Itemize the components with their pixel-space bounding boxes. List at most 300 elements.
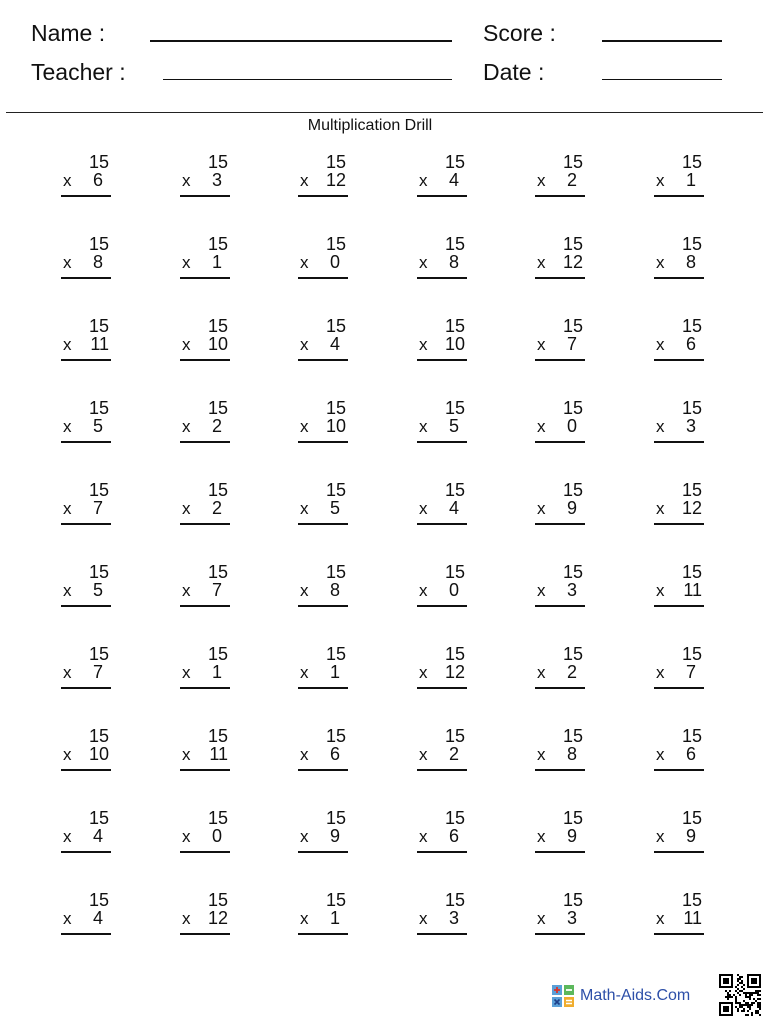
answer-line <box>535 359 585 361</box>
answer-line <box>654 933 704 935</box>
answer-line <box>654 769 704 771</box>
problem-item <box>656 152 702 198</box>
times-sign: x <box>419 171 428 190</box>
multiplier: 3 <box>448 908 459 928</box>
multiplicand: 15 <box>88 480 109 500</box>
multiplier: 7 <box>92 498 103 518</box>
multiplicand: 15 <box>562 808 583 828</box>
answer-line <box>61 359 111 361</box>
multiplier: 5 <box>448 416 459 436</box>
times-sign: x <box>182 417 191 436</box>
answer-line <box>180 933 230 935</box>
problem-item <box>419 890 465 936</box>
multiplier: 0 <box>448 580 459 600</box>
multiplier: 12 <box>444 662 465 682</box>
problem-item <box>63 644 109 690</box>
times-sign: x <box>300 909 309 928</box>
multiplier: 2 <box>211 416 222 436</box>
multiplier: 1 <box>211 662 222 682</box>
multiplier: 4 <box>92 908 103 928</box>
multiplier: 10 <box>207 334 228 354</box>
times-sign: x <box>182 745 191 764</box>
multiplier: 2 <box>566 170 577 190</box>
times-sign: x <box>656 663 665 682</box>
multiplicand: 15 <box>325 726 346 746</box>
times-sign: x <box>63 253 72 272</box>
multiplicand: 15 <box>444 808 465 828</box>
problem-item <box>63 726 109 772</box>
answer-line <box>417 605 467 607</box>
times-sign: x <box>419 335 428 354</box>
multiplicand: 15 <box>207 398 228 418</box>
problem-item <box>63 890 109 936</box>
answer-line <box>535 605 585 607</box>
multiplier: 11 <box>209 744 228 764</box>
multiplier: 8 <box>329 580 340 600</box>
times-sign: x <box>656 499 665 518</box>
multiplier: 10 <box>444 334 465 354</box>
score-line <box>602 40 722 42</box>
multiplier: 5 <box>92 416 103 436</box>
multiplicand: 15 <box>681 234 702 254</box>
problem-item <box>182 890 228 936</box>
multiplicand: 15 <box>88 890 109 910</box>
answer-line <box>61 687 111 689</box>
multiplier: 12 <box>681 498 702 518</box>
multiplicand: 15 <box>681 152 702 172</box>
teacher-line <box>163 79 452 80</box>
times-sign: x <box>656 335 665 354</box>
answer-line <box>535 441 585 443</box>
multiplier: 6 <box>448 826 459 846</box>
times-sign: x <box>182 335 191 354</box>
answer-line <box>298 933 348 935</box>
answer-line <box>298 359 348 361</box>
multiplier: 3 <box>566 908 577 928</box>
multiplier: 12 <box>325 170 346 190</box>
multiplicand: 15 <box>562 890 583 910</box>
multiplicand: 15 <box>681 808 702 828</box>
problem-item <box>300 644 346 690</box>
multiplicand: 15 <box>681 726 702 746</box>
times-sign: x <box>419 909 428 928</box>
multiplicand: 15 <box>562 726 583 746</box>
answer-line <box>180 687 230 689</box>
answer-line <box>180 277 230 279</box>
multiplicand: 15 <box>444 480 465 500</box>
answer-line <box>654 523 704 525</box>
answer-line <box>61 605 111 607</box>
header-divider <box>6 112 763 113</box>
times-sign: x <box>537 581 546 600</box>
multiplier: 3 <box>566 580 577 600</box>
problem-item <box>182 480 228 526</box>
times-sign: x <box>182 581 191 600</box>
multiplicand: 15 <box>562 316 583 336</box>
problem-item <box>300 562 346 608</box>
times-sign: x <box>419 499 428 518</box>
times-sign: x <box>182 827 191 846</box>
problem-item <box>182 562 228 608</box>
multiplier: 1 <box>329 662 340 682</box>
problem-item <box>182 644 228 690</box>
problem-item <box>63 808 109 854</box>
answer-line <box>61 441 111 443</box>
times-sign: x <box>63 335 72 354</box>
problem-item <box>300 398 346 444</box>
times-sign: x <box>537 499 546 518</box>
answer-line <box>298 769 348 771</box>
multiplier: 12 <box>562 252 583 272</box>
times-sign: x <box>63 827 72 846</box>
times-sign: x <box>300 827 309 846</box>
multiplier: 8 <box>566 744 577 764</box>
multiplicand: 15 <box>88 726 109 746</box>
multiplier: 6 <box>329 744 340 764</box>
multiplier: 1 <box>329 908 340 928</box>
problem-item <box>656 234 702 280</box>
multiplier: 4 <box>329 334 340 354</box>
multiplier: 3 <box>211 170 222 190</box>
answer-line <box>654 687 704 689</box>
multiplicand: 15 <box>207 644 228 664</box>
problem-item <box>182 152 228 198</box>
multiplicand: 15 <box>88 234 109 254</box>
multiplier: 8 <box>448 252 459 272</box>
problem-item <box>656 316 702 362</box>
multiplier: 6 <box>92 170 103 190</box>
answer-line <box>417 277 467 279</box>
problem-item <box>63 480 109 526</box>
times-sign: x <box>656 171 665 190</box>
multiplicand: 15 <box>207 234 228 254</box>
problem-item <box>63 562 109 608</box>
times-sign: x <box>419 581 428 600</box>
multiplicand: 15 <box>444 152 465 172</box>
answer-line <box>298 687 348 689</box>
problem-item <box>182 234 228 280</box>
times-sign: x <box>656 745 665 764</box>
answer-line <box>61 523 111 525</box>
problem-item <box>656 726 702 772</box>
multiplicand: 15 <box>562 398 583 418</box>
multiplier: 0 <box>566 416 577 436</box>
times-sign: x <box>63 499 72 518</box>
footer-brand <box>552 984 690 1008</box>
times-sign: x <box>63 581 72 600</box>
multiplicand: 15 <box>207 562 228 582</box>
multiplicand: 15 <box>207 316 228 336</box>
problem-item <box>537 152 583 198</box>
problem-item <box>537 234 583 280</box>
problem-item <box>300 316 346 362</box>
multiplier: 5 <box>92 580 103 600</box>
times-sign: x <box>300 499 309 518</box>
multiplier: 10 <box>88 744 109 764</box>
multiplicand: 15 <box>562 562 583 582</box>
times-sign: x <box>300 171 309 190</box>
multiplicand: 15 <box>325 808 346 828</box>
answer-line <box>417 195 467 197</box>
answer-line <box>535 851 585 853</box>
answer-line <box>298 441 348 443</box>
answer-line <box>417 523 467 525</box>
times-sign: x <box>182 663 191 682</box>
multiplicand: 15 <box>207 808 228 828</box>
score-label: Score : <box>483 20 556 46</box>
multiplicand: 15 <box>207 152 228 172</box>
problem-item <box>656 398 702 444</box>
multiplicand: 15 <box>681 644 702 664</box>
answer-line <box>654 277 704 279</box>
multiplicand: 15 <box>444 562 465 582</box>
answer-line <box>298 605 348 607</box>
multiplicand: 15 <box>681 398 702 418</box>
multiplier: 9 <box>566 498 577 518</box>
multiplicand: 15 <box>562 644 583 664</box>
multiplicand: 15 <box>444 316 465 336</box>
multiplicand: 15 <box>325 398 346 418</box>
problem-item <box>656 890 702 936</box>
answer-line <box>535 769 585 771</box>
problem-item <box>300 726 346 772</box>
times-sign: x <box>656 581 665 600</box>
times-sign: x <box>537 745 546 764</box>
problem-item <box>537 316 583 362</box>
multiplicand: 15 <box>207 726 228 746</box>
multiplicand: 15 <box>325 562 346 582</box>
answer-line <box>180 851 230 853</box>
date-line <box>602 79 722 80</box>
times-sign: x <box>182 171 191 190</box>
answer-line <box>180 769 230 771</box>
answer-line <box>61 933 111 935</box>
times-sign: x <box>537 171 546 190</box>
problem-item <box>419 480 465 526</box>
multiplicand: 15 <box>444 234 465 254</box>
problem-item <box>537 644 583 690</box>
answer-line <box>298 523 348 525</box>
times-sign: x <box>182 499 191 518</box>
multiplicand: 15 <box>88 316 109 336</box>
multiplicand: 15 <box>444 644 465 664</box>
times-sign: x <box>656 417 665 436</box>
times-sign: x <box>300 253 309 272</box>
problem-item <box>182 398 228 444</box>
multiplicand: 15 <box>681 890 702 910</box>
times-sign: x <box>300 663 309 682</box>
multiplicand: 15 <box>444 890 465 910</box>
name-line <box>150 40 452 42</box>
problem-item <box>182 808 228 854</box>
answer-line <box>298 277 348 279</box>
multiplier: 11 <box>90 334 109 354</box>
multiplicand: 15 <box>444 726 465 746</box>
problem-item <box>419 234 465 280</box>
times-sign: x <box>419 745 428 764</box>
multiplier: 9 <box>685 826 696 846</box>
multiplicand: 15 <box>325 890 346 910</box>
times-sign: x <box>300 581 309 600</box>
answer-line <box>535 523 585 525</box>
multiplicand: 15 <box>325 152 346 172</box>
problem-item <box>419 808 465 854</box>
problem-item <box>300 480 346 526</box>
multiplier: 1 <box>685 170 696 190</box>
answer-line <box>654 851 704 853</box>
multiplier: 9 <box>329 826 340 846</box>
problem-item <box>182 316 228 362</box>
answer-line <box>298 195 348 197</box>
multiplier: 4 <box>92 826 103 846</box>
answer-line <box>535 687 585 689</box>
problem-item <box>419 316 465 362</box>
answer-line <box>61 195 111 197</box>
problem-item <box>419 644 465 690</box>
problem-item <box>63 234 109 280</box>
answer-line <box>654 605 704 607</box>
multiplicand: 15 <box>88 562 109 582</box>
problem-item <box>300 890 346 936</box>
answer-line <box>61 769 111 771</box>
times-sign: x <box>537 909 546 928</box>
problem-item <box>656 808 702 854</box>
calculator-icon <box>552 985 574 1007</box>
multiplier: 6 <box>685 744 696 764</box>
times-sign: x <box>537 417 546 436</box>
times-sign: x <box>300 335 309 354</box>
problem-item <box>537 480 583 526</box>
times-sign: x <box>537 253 546 272</box>
qr-code-icon <box>719 974 761 1016</box>
multiplicand: 15 <box>562 480 583 500</box>
times-sign: x <box>419 417 428 436</box>
problem-item <box>419 726 465 772</box>
multiplier: 8 <box>92 252 103 272</box>
multiplier: 2 <box>211 498 222 518</box>
name-label: Name : <box>31 20 106 46</box>
times-sign: x <box>656 909 665 928</box>
times-sign: x <box>63 909 72 928</box>
multiplier: 11 <box>683 908 702 928</box>
multiplicand: 15 <box>88 644 109 664</box>
teacher-label: Teacher : <box>31 59 126 85</box>
multiplier: 0 <box>329 252 340 272</box>
problem-item <box>537 890 583 936</box>
problem-item <box>63 152 109 198</box>
times-sign: x <box>63 745 72 764</box>
multiplier: 7 <box>685 662 696 682</box>
multiplier: 2 <box>566 662 577 682</box>
problem-item <box>419 152 465 198</box>
multiplicand: 15 <box>207 890 228 910</box>
multiplier: 6 <box>685 334 696 354</box>
multiplicand: 15 <box>325 480 346 500</box>
answer-line <box>61 851 111 853</box>
problem-item <box>537 398 583 444</box>
answer-line <box>180 359 230 361</box>
times-sign: x <box>419 827 428 846</box>
answer-line <box>180 523 230 525</box>
problem-item <box>537 726 583 772</box>
multiplicand: 15 <box>207 480 228 500</box>
answer-line <box>535 195 585 197</box>
answer-line <box>417 851 467 853</box>
times-sign: x <box>63 663 72 682</box>
answer-line <box>654 441 704 443</box>
brand-link[interactable]: Math-Aids.Com <box>580 987 691 1004</box>
multiplier: 12 <box>207 908 228 928</box>
answer-line <box>61 277 111 279</box>
multiplicand: 15 <box>88 398 109 418</box>
problem-item <box>656 480 702 526</box>
multiplicand: 15 <box>444 398 465 418</box>
times-sign: x <box>537 663 546 682</box>
problem-item <box>537 808 583 854</box>
times-sign: x <box>419 663 428 682</box>
multiplier: 1 <box>211 252 222 272</box>
multiplicand: 15 <box>681 316 702 336</box>
multiplier: 0 <box>211 826 222 846</box>
multiplicand: 15 <box>325 316 346 336</box>
multiplier: 4 <box>448 170 459 190</box>
answer-line <box>654 359 704 361</box>
multiplier: 11 <box>683 580 702 600</box>
multiplier: 9 <box>566 826 577 846</box>
problem-item <box>419 562 465 608</box>
multiplier: 7 <box>211 580 222 600</box>
answer-line <box>654 195 704 197</box>
problem-item <box>656 644 702 690</box>
problem-item <box>656 562 702 608</box>
answer-line <box>535 933 585 935</box>
date-label: Date : <box>483 59 545 85</box>
multiplier: 3 <box>685 416 696 436</box>
answer-line <box>417 359 467 361</box>
multiplicand: 15 <box>325 234 346 254</box>
multiplier: 2 <box>448 744 459 764</box>
problem-item <box>63 316 109 362</box>
times-sign: x <box>63 171 72 190</box>
answer-line <box>180 441 230 443</box>
times-sign: x <box>419 253 428 272</box>
problem-item <box>419 398 465 444</box>
times-sign: x <box>182 909 191 928</box>
multiplier: 4 <box>448 498 459 518</box>
times-sign: x <box>656 253 665 272</box>
answer-line <box>180 195 230 197</box>
times-sign: x <box>63 417 72 436</box>
times-sign: x <box>537 335 546 354</box>
multiplier: 10 <box>325 416 346 436</box>
times-sign: x <box>182 253 191 272</box>
multiplier: 5 <box>329 498 340 518</box>
problem-item <box>63 398 109 444</box>
times-sign: x <box>537 827 546 846</box>
problem-item <box>182 726 228 772</box>
multiplicand: 15 <box>681 480 702 500</box>
times-sign: x <box>300 745 309 764</box>
answer-line <box>417 769 467 771</box>
answer-line <box>180 605 230 607</box>
problem-item <box>300 808 346 854</box>
times-sign: x <box>300 417 309 436</box>
multiplicand: 15 <box>325 644 346 664</box>
answer-line <box>417 441 467 443</box>
answer-line <box>535 277 585 279</box>
problem-item <box>300 234 346 280</box>
answer-line <box>298 851 348 853</box>
